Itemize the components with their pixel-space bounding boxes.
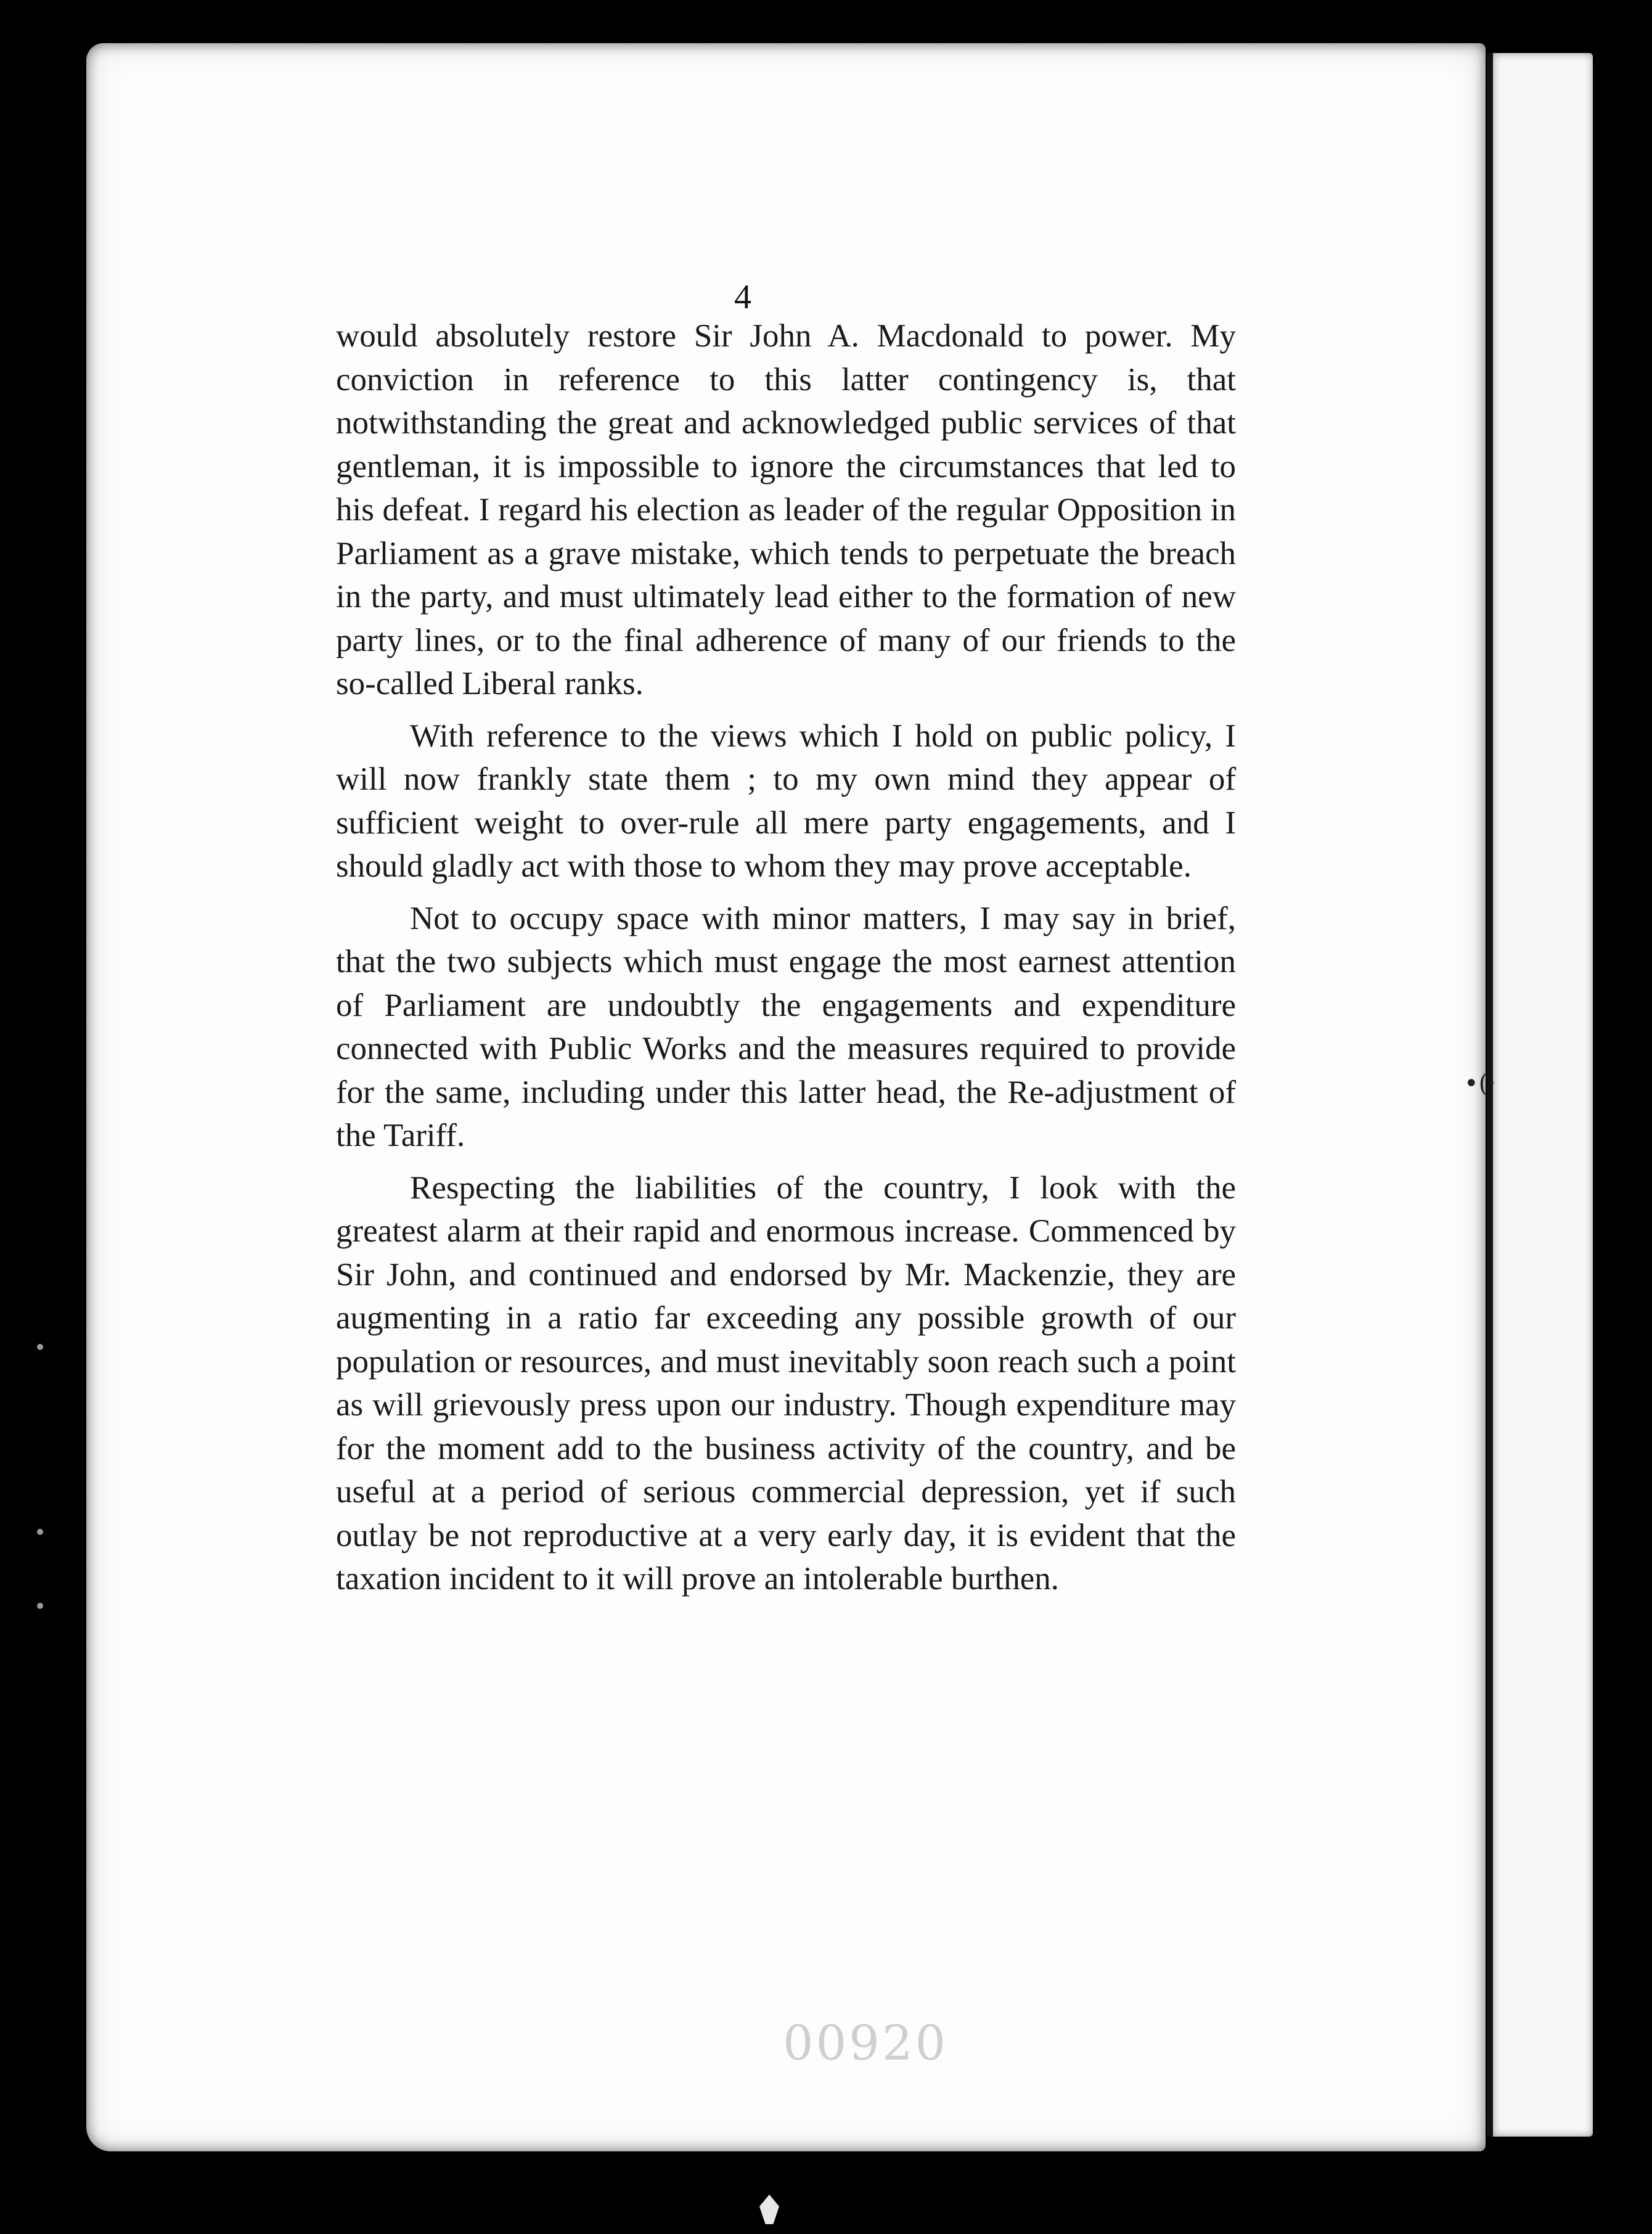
body-text (336, 314, 1236, 1610)
paragraph-3: Not to occupy space with minor matters, I may say in brief, that the two subjects which must engage the most earnest attention of Parliament are undoubtly the engagements and expenditure connected with Public Works and the measures required to provide for the same, including under this latter head, the Re-adjustment of the Tariff. (336, 900, 1236, 1153)
bottom-scan-mark (759, 2195, 779, 2224)
paragraph-2: With reference to the views which I hold on public policy, I will now frankly state them ; to my own mind they appear of sufficient weight to over-rule all mere party engagements, and I should gladly act with those to whom they may prove acceptable. (336, 718, 1236, 884)
paragraph-1: would absolutely restore Sir John A. Macdonald to power. My conviction in reference to this latter contingency is, that notwithstanding the great and acknowledged public services of that gentleman, it is impossible to ignore the circumstances that led to his defeat. I regard his election as leader of the regular Opposition in Parliament as a grave mistake, which tends to perpetuate the breach in the party, and must ultimately lead either to the formation of new party lines, or to the final adherence of many of our friends to the so-called Liberal ranks. (336, 318, 1236, 702)
scan-speck (37, 1603, 43, 1609)
scan-speck (37, 1529, 43, 1535)
margin-mark: •(· (1464, 1070, 1496, 1098)
adjacent-page-edge (1487, 53, 1593, 2137)
paragraph-4: Respecting the liabilities of the country, I look with the greatest alarm at their rapid and enormous increase. Commenced by Sir John, and continued and endorsed by Mr. Mackenzie, they are augmenting in a ratio far exceeding any possible growth of our population or resources, and must inevitably soon reach such a point as will grievously press upon our industry. Though expenditure may for the moment add to the business activity of the country, and be useful at a period of serious commercial depression, yet if such outlay be not reproductive at a very early day, it is evident that the taxation incident to it will prove an intolerable burthen. (336, 1169, 1236, 1597)
faded-stamp: 00920 (783, 2016, 949, 2071)
scan-speck (37, 1344, 43, 1350)
page-number: 4 (734, 278, 751, 316)
